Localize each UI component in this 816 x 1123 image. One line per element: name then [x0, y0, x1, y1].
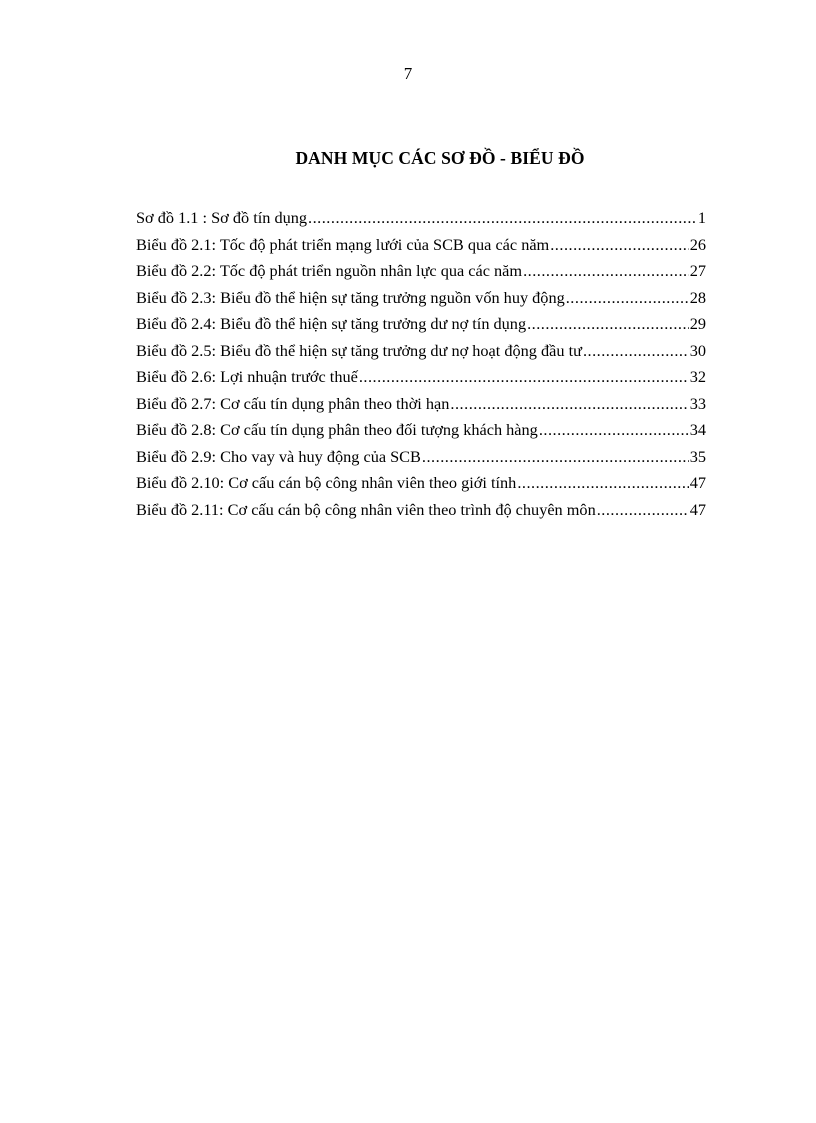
toc-entry-label: Biểu đồ 2.9: Cho vay và huy động của SCB: [136, 446, 421, 466]
toc-entry: [136, 208, 706, 235]
toc-entry: [136, 288, 706, 315]
page-title: DANH MỤC CÁC SƠ ĐỒ - BIỂU ĐỒ: [295, 148, 585, 168]
toc-entry-page: 47: [689, 499, 706, 519]
toc-entry-label: Sơ đồ 1.1 : Sơ đồ tín dụng: [136, 208, 308, 227]
dot-leader: [527, 314, 689, 334]
toc-entry: [136, 235, 706, 262]
toc-entry: [136, 473, 706, 500]
toc-entry-label: Biểu đồ 2.3: Biểu đồ thể hiện sự tăng trưởng nguồn vốn huy động: [136, 287, 565, 307]
toc-entry-page: 35: [689, 446, 706, 466]
toc-entry-label: Biểu đồ 2.2: Tốc độ phát triển nguồn nhân lực qua các năm: [136, 261, 523, 280]
toc-entry-page: 32: [689, 367, 706, 386]
toc-entry-label: Biểu đồ 2.5: Biểu đồ thể hiện sự tăng trưởng dư nợ hoạt động đầu tư: [136, 340, 582, 360]
toc-entry-page: 30: [689, 340, 706, 360]
toc-entry-page: 1: [697, 208, 706, 227]
page-number: 7: [403, 64, 413, 83]
toc-entry-label: Biểu đồ 2.11: Cơ cấu cán bộ công nhân viên theo trình độ chuyên môn: [136, 499, 596, 519]
toc-entry: [136, 420, 706, 447]
toc-list: [136, 208, 706, 526]
toc-entry-label: Biểu đồ 2.6: Lợi nhuận trước thuế: [136, 367, 358, 386]
toc-entry-page: 29: [689, 314, 706, 333]
toc-entry-label: Biểu đồ 2.8: Cơ cấu tín dụng phân theo đối tượng khách hàng: [136, 420, 538, 439]
toc-entry-page: 27: [689, 261, 706, 280]
toc-entry: [136, 394, 706, 421]
toc-entry-page: 47: [689, 473, 706, 492]
toc-entry: [136, 261, 706, 288]
toc-entry-label: Biểu đồ 2.1: Tốc độ phát triển mạng lưới của SCB qua các năm: [136, 234, 550, 254]
dot-leader: [597, 500, 689, 520]
toc-entry-label: Biểu đồ 2.7: Cơ cấu tín dụng phân theo thời hạn: [136, 393, 450, 413]
dot-leader: [308, 208, 697, 228]
toc-entry: [136, 367, 706, 394]
dot-leader: [422, 447, 689, 467]
toc-entry: [136, 314, 706, 341]
toc-entry-page: 26: [689, 234, 706, 254]
dot-leader: [539, 420, 689, 440]
toc-entry: [136, 447, 706, 474]
dot-leader: [359, 367, 689, 387]
dot-leader: [583, 341, 689, 361]
toc-entry-label: Biểu đồ 2.10: Cơ cấu cán bộ công nhân viên theo giới tính: [136, 473, 517, 492]
toc-entry-label: Biểu đồ 2.4: Biểu đồ thể hiện sự tăng trưởng dư nợ tín dụng: [136, 314, 527, 333]
toc-entry-page: 28: [689, 287, 706, 307]
toc-entry: [136, 341, 706, 368]
dot-leader: [550, 235, 688, 255]
dot-leader: [566, 288, 689, 308]
dot-leader: [450, 394, 688, 414]
toc-entry-page: 33: [689, 393, 706, 413]
dot-leader: [523, 261, 689, 281]
toc-entry-page: 34: [689, 420, 706, 439]
dot-leader: [517, 473, 688, 493]
toc-entry: [136, 500, 706, 527]
